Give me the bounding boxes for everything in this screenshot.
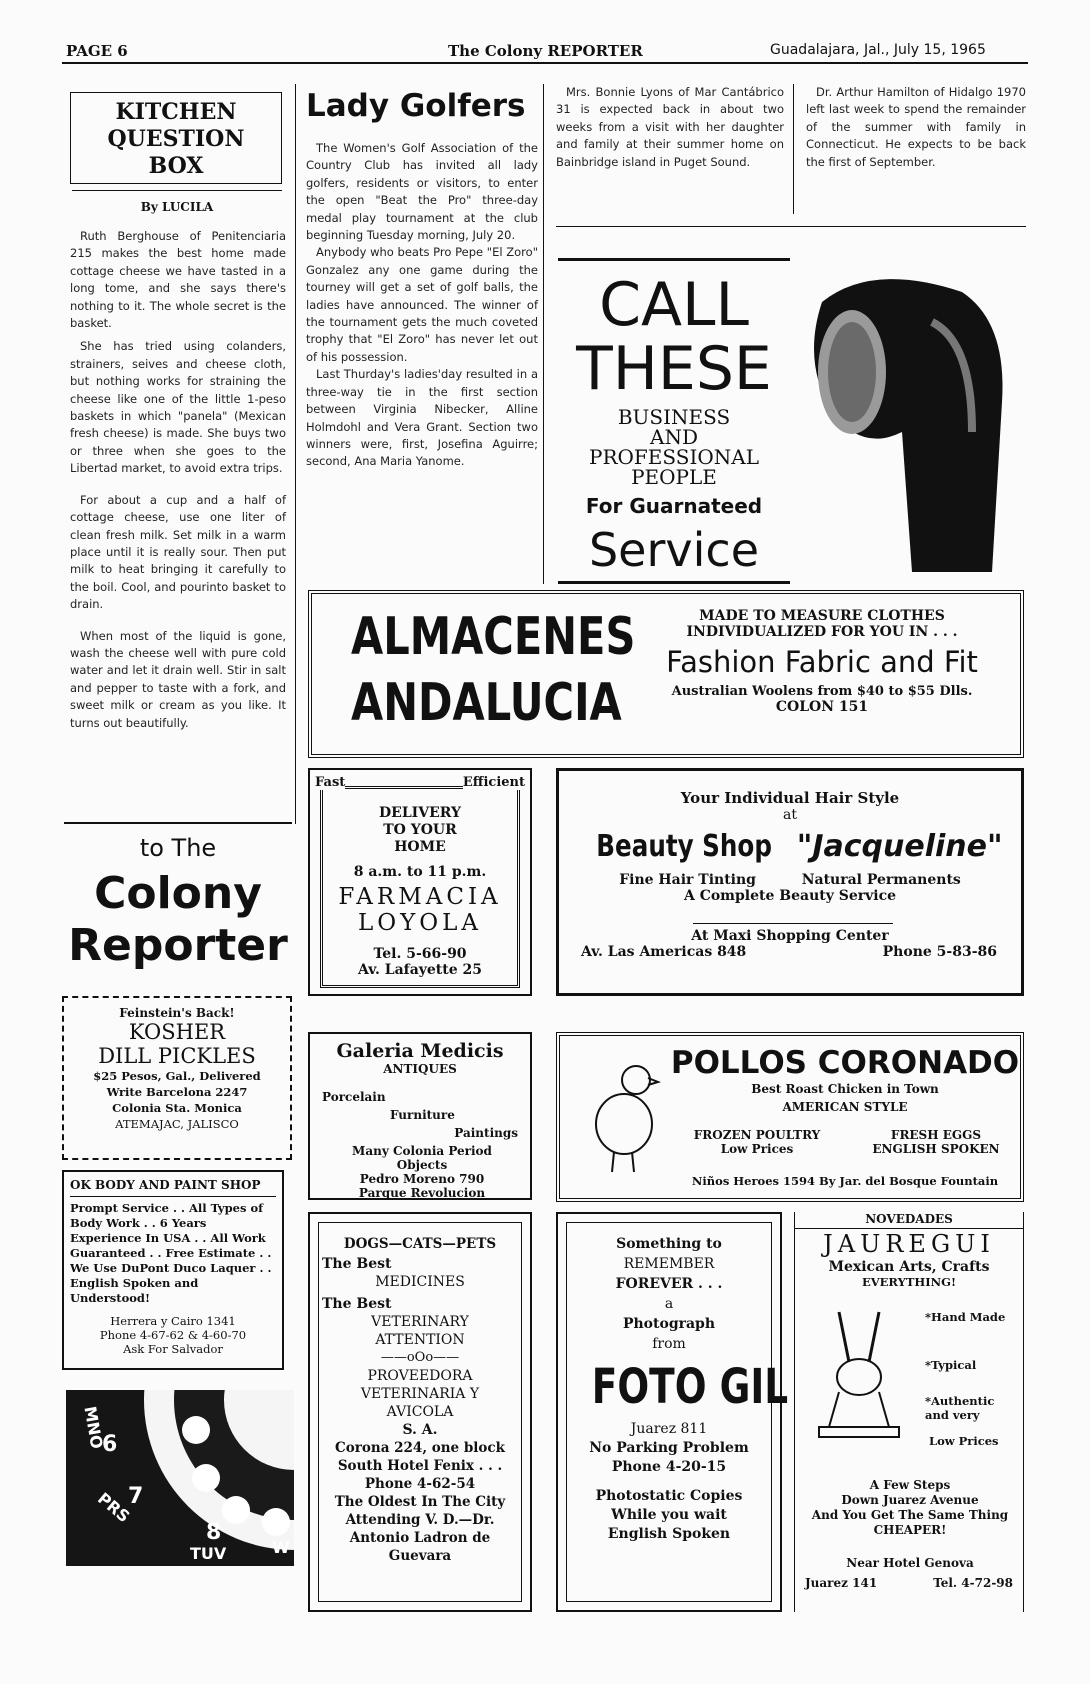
- fotogil-bottom: Juarez 811: [630, 1421, 708, 1437]
- kitchen-column: [62, 84, 292, 819]
- galeria-porcelain: Porcelain: [322, 1090, 386, 1104]
- column-rule: [295, 84, 296, 824]
- fotogil-top: Something to: [616, 1236, 722, 1252]
- fotogil-top: from: [652, 1336, 686, 1352]
- column-rule: [793, 84, 794, 214]
- jauregui-feature: *Typical: [925, 1358, 977, 1372]
- call-people: PEOPLE: [631, 465, 717, 489]
- dogs-line: VETERINARIA Y: [360, 1386, 480, 1402]
- beauty-center: At Maxi Shopping Center: [691, 928, 889, 944]
- telephone-dial-image: [66, 1390, 294, 1566]
- article-paragraph: She has tried using colanders, strainers, seives and cheese cloth, but nothing works for straining the cheese like one of the little 1-peso baskets in which "panela" (Mexican fresh cheese) is made. She buys two or three when she goes to the Libertad market, to avoid extra trips.: [70, 339, 286, 476]
- dial-digit: 9: [276, 1512, 292, 1537]
- dogs-line: MEDICINES: [375, 1274, 465, 1290]
- dogs-line: Corona 224, one block: [335, 1440, 505, 1456]
- almacenes-indiv: INDIVIDUALIZED FOR YOU IN . . .: [686, 624, 958, 640]
- jauregui-step: A Few Steps: [869, 1478, 951, 1492]
- farmacia-tel: Tel. 5-66-90: [373, 946, 467, 962]
- beauty-shop: Beauty Shop: [596, 829, 773, 864]
- pickles-back: Feinstein's Back!: [119, 1006, 235, 1020]
- fotogil-ad: [556, 1212, 789, 1612]
- fotogil-bottom: Phone 4-20-15: [611, 1459, 727, 1475]
- almacenes-fashion: Fashion Fabric and Fit: [666, 645, 978, 679]
- pollos-best: Best Roast Chicken in Town: [751, 1082, 939, 1096]
- dial-digit: 6: [102, 1432, 118, 1457]
- almacenes-ad: [308, 590, 1024, 758]
- golfers-headline: Lady Golfers: [306, 88, 526, 124]
- dogs-line: S. A.: [402, 1422, 438, 1438]
- pollos-left: [672, 1128, 842, 1156]
- pickles-write: Write Barcelona 2247: [106, 1085, 248, 1099]
- jauregui-arts: Mexican Arts, Crafts: [828, 1259, 990, 1275]
- almacenes-line2: ANDALUCIA: [351, 673, 622, 733]
- pickles-kosher: KOSHER: [128, 1020, 226, 1044]
- jauregui-novedades: NOVEDADES: [795, 1212, 1023, 1229]
- almacenes-details: [632, 608, 1012, 715]
- beauty-at: at: [783, 807, 797, 823]
- dogs-line: The Oldest In The City: [334, 1494, 506, 1510]
- donkey-figure-illustration: [809, 1292, 909, 1442]
- bodyshop-address: Herrera y Cairo 1341: [110, 1314, 236, 1328]
- dogs-line: VETERINARY: [371, 1314, 469, 1330]
- farmacia-ad: [308, 768, 532, 996]
- dial-letters-mno: MNO: [80, 1404, 107, 1451]
- kitchen-title-line: BOX: [148, 153, 204, 179]
- column-rule: [543, 84, 544, 584]
- farmacia-to-your: TO YOUR: [383, 822, 457, 838]
- lyons-item: [556, 84, 784, 171]
- call-business: BUSINESS: [617, 405, 731, 429]
- galeria-paintings: Paintings: [454, 1126, 518, 1140]
- these-word: THESE: [576, 334, 772, 404]
- pickles-colonia: Colonia Sta. Monica: [112, 1101, 242, 1115]
- bodyshop-ask: Ask For Salvador: [123, 1342, 223, 1356]
- fotogil-text: [570, 1234, 789, 1544]
- article-paragraph: Anybody who beats Pro Pepe "El Zoro" Gonzalez any one game during the tourney will get a set of golf balls, the ladies have announced. The winner of the tournament gets the much coveted trophy that "El Zoro" has never let out of his possession.: [306, 245, 538, 364]
- jauregui-everything: EVERYTHING!: [861, 1275, 957, 1289]
- galeria-ad: [308, 1032, 532, 1200]
- fotogil-top: FOREVER . . .: [615, 1276, 723, 1292]
- promo-reporter: Reporter: [68, 920, 288, 971]
- dial-digit: 8: [206, 1520, 222, 1545]
- dogs-line: DOGS—CATS—PETS: [343, 1236, 497, 1252]
- promo-colony: Colony: [94, 868, 262, 919]
- pickles-price: $25 Pesos, Gal., Delivered: [93, 1069, 261, 1083]
- beauty-phone: Phone 5-83-86: [882, 944, 997, 960]
- jauregui-step: CHEAPER!: [873, 1523, 947, 1537]
- fotogil-bottom: English Spoken: [607, 1526, 731, 1542]
- jauregui-steps: [795, 1478, 1025, 1538]
- kitchen-title-line: QUESTION: [107, 126, 245, 152]
- chick-illustration: [584, 1052, 664, 1182]
- call-and: AND: [650, 425, 698, 449]
- pickles-city: ATEMAJAC, JALISCO: [115, 1117, 239, 1131]
- beauty-contact: [559, 944, 1021, 960]
- pickles-ad: [62, 996, 292, 1160]
- kitchen-byline: By LUCILA: [140, 200, 214, 214]
- hamilton-item: [806, 84, 1026, 171]
- galeria-colonial: Many Colonia Period: [352, 1144, 492, 1158]
- farmacia-efficient: Efficient: [462, 775, 525, 790]
- article-paragraph: Ruth Berghouse of Penitenciaria 215 makes the best home made cottage cheese we have tasted in a long tome, and she says there's nothing to it. The whole secret is the basket.: [70, 229, 286, 331]
- dogs-line: Antonio Ladron de: [349, 1530, 491, 1546]
- call-professional: PROFESSIONAL: [589, 445, 759, 469]
- paper-title: The Colony REPORTER: [448, 42, 643, 60]
- divider: [693, 923, 893, 924]
- almacenes-woolens: Australian Woolens from $40 to $55 Dlls.: [671, 684, 973, 699]
- pollos-name: POLLOS CORONADO: [670, 1045, 1020, 1081]
- beauty-ad: [556, 768, 1024, 996]
- pollos-frozen: FROZEN POULTRY: [693, 1128, 821, 1142]
- dogs-line: AVICOLA: [386, 1404, 454, 1420]
- pollos-address: Niños Heroes 1594 By Jar. del Bosque Fountain: [691, 1174, 999, 1188]
- divider: [72, 190, 282, 191]
- bodyshop-ad: [62, 1170, 284, 1370]
- jauregui-ad: [794, 1212, 1024, 1612]
- call-word: CALL: [599, 270, 749, 340]
- dogs-line: ATTENTION: [375, 1332, 465, 1348]
- fotogil-top: a: [664, 1296, 674, 1312]
- call-guaranteed: For Guarnateed: [585, 494, 763, 518]
- almacenes-name: [322, 604, 636, 736]
- pollos-english: ENGLISH SPOKEN: [872, 1142, 1000, 1156]
- fotogil-top: Photograph: [622, 1316, 716, 1332]
- dogs-line: PROVEEDORA: [367, 1368, 473, 1384]
- beauty-tinting: Fine Hair Tinting: [619, 872, 756, 888]
- almacenes-made: MADE TO MEASURE CLOTHES: [699, 608, 945, 624]
- fotogil-bottom: While you wait: [611, 1507, 727, 1523]
- almacenes-line1: ALMACENES: [351, 607, 636, 667]
- bodyshop-body: Prompt Service . . All Types of Body Work . . 6 Years Experience In USA . . All Work Guaranteed . . Free Estimate . . We Use DuPont Duco Laquer . . English Spoken and Understood!: [70, 1201, 272, 1305]
- article-paragraph: For about a cup and a half of cottage cheese, use one liter of clean fresh milk. Set milk in a warm place until it is really sour. Then put milk to heat bringing it carefully to the boil. Cool, and pourinto basket to drain.: [70, 492, 286, 612]
- pollos-text: [670, 1044, 1020, 1114]
- handset-illustration: [792, 262, 1022, 582]
- dogs-line: Attending V. D.—Dr.: [345, 1512, 495, 1528]
- dogs-line: South Hotel Fenix . . .: [337, 1458, 503, 1474]
- jauregui-address: Juarez 141: [805, 1576, 878, 1590]
- beauty-name: "Jacqueline": [796, 829, 1003, 864]
- galeria-antiques: ANTIQUES: [383, 1062, 457, 1076]
- beauty-title: [559, 829, 1021, 864]
- dial-digit: 7: [128, 1484, 144, 1509]
- article-paragraph: Dr. Arthur Hamilton of Hidalgo 1970 left last week to spend the remainder of the summer with family in Connecticut. He expects to be back the first of September.: [806, 85, 1026, 169]
- beauty-your: Your Individual Hair Style: [680, 789, 900, 807]
- dogs-line: Guevara: [388, 1548, 452, 1564]
- jauregui-feature: *Authentic and very: [925, 1394, 995, 1422]
- jauregui-tel: Tel. 4-72-98: [933, 1576, 1013, 1590]
- kitchen-title-line: KITCHEN: [115, 99, 237, 125]
- kitchen-title-box: [70, 92, 282, 184]
- article-paragraph: When most of the liquid is gone, wash the cheese well with pure cold water and let it drain well. Stir in salt and pepper to taste with a fork, and sweet milk or cream as you like. It turns out beautifully.: [70, 628, 286, 730]
- dogs-text: [322, 1234, 518, 1565]
- kitchen-article: [70, 228, 286, 738]
- pollos-right: [856, 1128, 1016, 1156]
- jauregui-feature: Low Prices: [929, 1434, 999, 1448]
- golfers-body: [306, 140, 538, 471]
- pickles-dill: DILL PICKLES: [98, 1044, 256, 1068]
- telephone-handset-image: [792, 262, 1022, 582]
- galeria-furniture: Furniture: [390, 1108, 455, 1122]
- jauregui-step: And You Get The Same Thing: [811, 1508, 1009, 1522]
- call-service: Service: [588, 523, 759, 577]
- dial-letters-prs: PRS: [94, 1488, 134, 1527]
- article-paragraph: Mrs. Bonnie Lyons of Mar Cantábrico 31 is expected back in about two weeks from a visit with her daughter and family at their summer home on Bainbridge island in Puget Sound.: [556, 85, 784, 169]
- pollos-eggs: FRESH EGGS: [890, 1128, 982, 1142]
- jauregui-feature: *Hand Made: [925, 1310, 1006, 1324]
- almacenes-address: COLON 151: [775, 699, 869, 715]
- dogs-line: The Best: [322, 1256, 392, 1272]
- article-paragraph: The Women's Golf Association of the Country Club has invited all lady golfers, residents or visitors, to enter the open "Beat the Pro" three-day medal play tournament at the club beginning Tuesday morning, July 20.: [306, 141, 538, 243]
- dogs-line: Phone 4-62-54: [364, 1476, 476, 1492]
- fotogil-bottom: No Parking Problem: [589, 1440, 749, 1456]
- dogs-line: The Best: [322, 1296, 392, 1312]
- dogs-line: ——oOo——: [380, 1350, 460, 1365]
- farmacia-name2: LOYOLA: [357, 910, 483, 936]
- dateline: Guadalajara, Jal., July 15, 1965: [770, 42, 986, 58]
- fotogil-top: REMEMBER: [623, 1256, 715, 1272]
- masthead-rule: [62, 62, 1028, 64]
- farmacia-name1: FARMACIA: [338, 884, 502, 910]
- beauty-address: Av. Las Americas 848: [581, 944, 747, 960]
- jauregui-step: Down Juarez Avenue: [841, 1493, 979, 1507]
- call-these-ad: [558, 258, 790, 584]
- farmacia-fast: Fast: [315, 775, 346, 790]
- dial-letters-w: W: [272, 1538, 290, 1557]
- galeria-address: Pedro Moreno 790: [359, 1172, 485, 1186]
- farmacia-address: Av. Lafayette 25: [357, 962, 483, 978]
- fotogil-bottom: Photostatic Copies: [595, 1488, 743, 1504]
- beauty-services: [559, 872, 1021, 888]
- galeria-objects: Objects: [396, 1158, 448, 1172]
- fotogil-name: FOTO GIL: [591, 1359, 789, 1415]
- dogs-ad: [308, 1212, 532, 1612]
- farmacia-home: HOME: [394, 839, 446, 855]
- pollos-ad: [556, 1032, 1024, 1202]
- beauty-complete: A Complete Beauty Service: [683, 888, 897, 904]
- divider: [556, 226, 1026, 227]
- galeria-parque: Parque Revolucion: [358, 1186, 486, 1200]
- jauregui-name: JAUREGUI: [823, 1230, 995, 1258]
- promo-to: to The: [139, 834, 217, 862]
- article-paragraph: Last Thurday's ladies'day resulted in a three-way tie in the first section between Virginia Nibecker, Alline Holmdohl and Vera Grant. Section two winners were, first, Josefina Aguirre; second, Ana Maria Yanome.: [306, 367, 538, 469]
- farmacia-hours: 8 a.m. to 11 p.m.: [353, 864, 487, 880]
- bodyshop-title: OK BODY AND PAINT SHOP: [70, 1178, 276, 1197]
- golfers-article: [306, 84, 538, 471]
- page-number: PAGE 6: [66, 42, 128, 60]
- farmacia-inner: [315, 775, 525, 988]
- pollos-style: AMERICAN STYLE: [782, 1100, 908, 1114]
- beauty-perms: Natural Permanents: [801, 872, 961, 888]
- farmacia-delivery: DELIVERY: [379, 805, 461, 821]
- galeria-title: Galeria Medicis: [336, 1040, 504, 1062]
- divider: [64, 822, 292, 824]
- colony-promo: [62, 828, 294, 978]
- jauregui-near: Near Hotel Genova: [846, 1556, 974, 1570]
- pollos-low: Low Prices: [720, 1142, 794, 1156]
- dial-letters-tuv: TUV: [190, 1544, 227, 1563]
- bodyshop-phone: Phone 4-67-62 & 4-60-70: [99, 1328, 247, 1342]
